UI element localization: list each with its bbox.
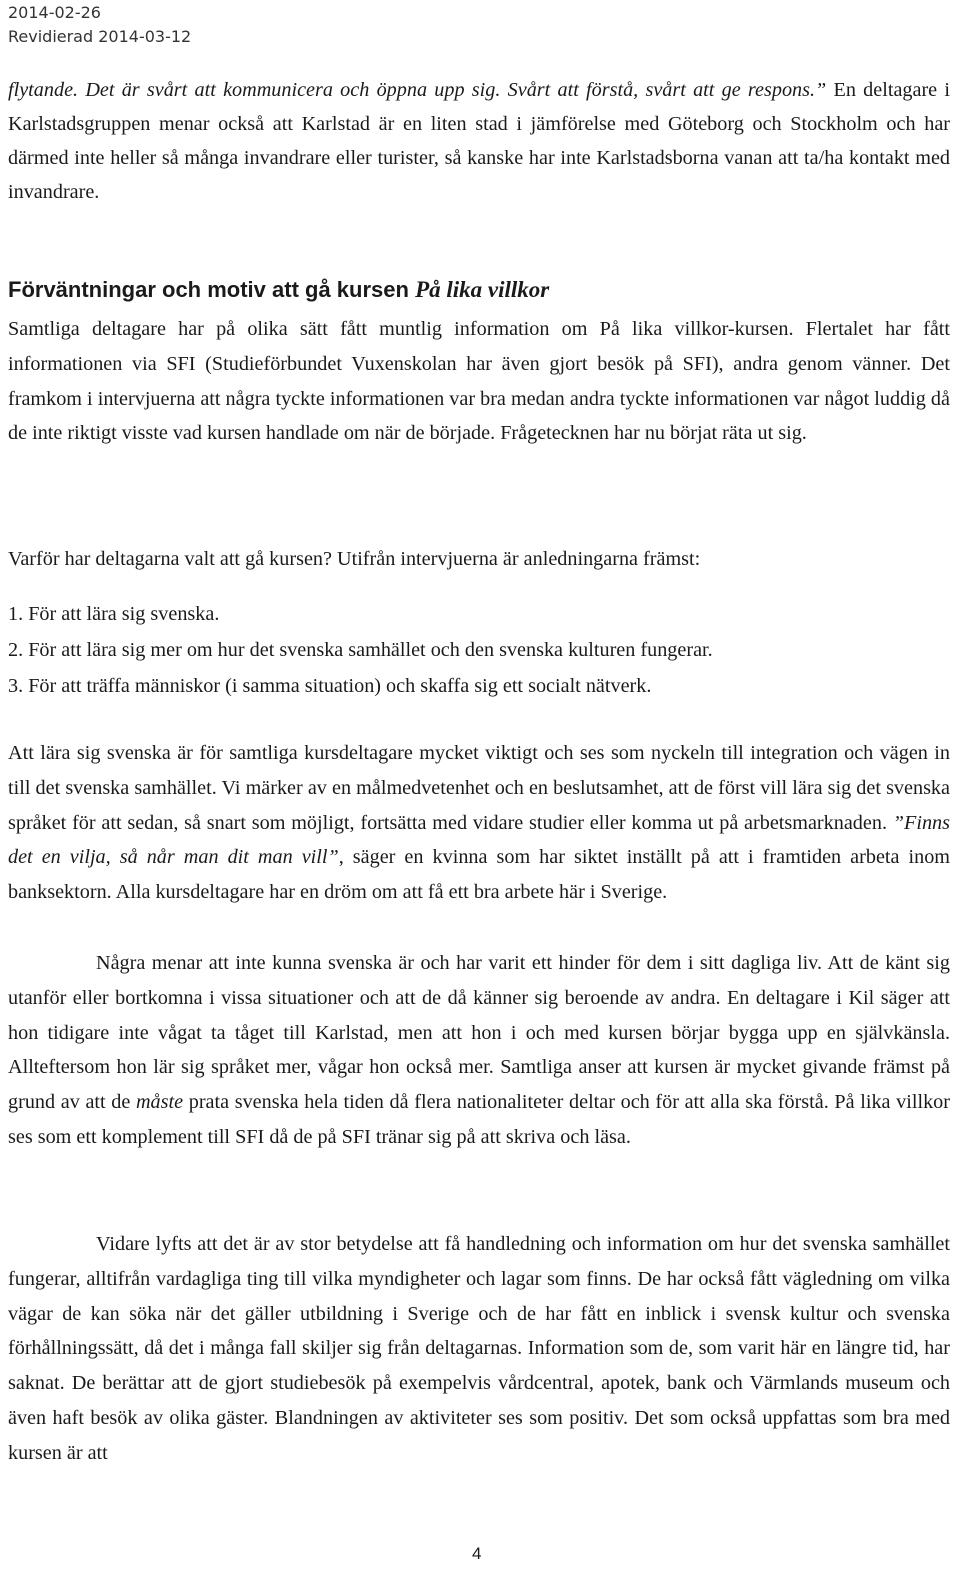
language-text-b: , säger en kvinna som har siktet inställt på att i framtiden arbeta inom banksektorn. Alla kursdeltagare har en dröm om att få ett bra arbete här i Sverige. xyxy=(8,846,950,904)
obstacle-text-a: Några menar att inte kunna svenska är och har varit ett hinder för dem i sitt dagliga liv. Att de känt sig utanför eller bortkomna i vissa situationer och att de då känner sig beroende av andra. En deltagare i Kil säger att hon tidigare inte vågat ta tåget till Karlstad, men att hon i och med kursen börjar bygga upp en självkänsla. Allteftersom hon lär sig språket mer, vågar hon också mer. Samtliga anser att kursen är mycket givande främst på grund av att de xyxy=(8,952,950,1114)
page-number: 4 xyxy=(472,1544,482,1563)
guidance-paragraph: Vidare lyfts att det är av stor betydelse att få handledning och information om hur det svenska samhället fungerar, alltifrån vardagliga ting till vilka myndigheter och lagar som finns. De har också fått vägledning om vilka vägar de kan söka när det gäller utbildning i Sverige och de har fått en inblick i svensk kultur och svenska förhållningssätt, då det i många fall skiljer sig från deltagarnas. Information som de, som varit här en längre tid, har saknat. De berättar att de gjort studiebesök på exempelvis vårdcentral, apotek, bank och Värmlands museum och även haft besök av olika gäster. Blandningen av aktiviteter ses som positiv. Det som också uppfattas som bra med kursen är att xyxy=(8,1233,950,1464)
obstacle-paragraph xyxy=(8,946,950,1155)
revision-date: Revidierad 2014-03-12 xyxy=(8,27,192,46)
obstacle-emphasis: måste xyxy=(135,1091,184,1114)
section-heading-text: Förväntningar och motiv att gå kursen xyxy=(8,277,416,302)
list-item: 2. För att lära sig mer om hur det svenska samhället och den svenska kulturen fungerar. xyxy=(8,639,713,661)
intro-quote: flytande. Det är svårt att kommunicera och öppna upp sig. Svårt att förstå, svårt att ge respons.” xyxy=(8,79,827,101)
language-paragraph xyxy=(8,736,950,910)
list-item: 1. För att lära sig svenska. xyxy=(8,603,220,625)
question-paragraph: Varför har deltagarna valt att gå kursen? Utifrån intervjuerna är anledningarna främst: xyxy=(8,548,701,570)
intro-paragraph xyxy=(8,73,950,209)
language-text-a: Att lära sig svenska är för samtliga kursdeltagare mycket viktigt och ses som nyckeln till integration och vägen in till det svenska samhället. Vi märker av en målmedvetenhet och en beslutsamhet, att de först vill lära sig det svenska språket för att sedan, så snart som möjligt, fortsätta med vidare studier eller komma ut på arbetsmarknaden. xyxy=(8,742,950,834)
list-item: 3. För att träffa människor (i samma situation) och skaffa sig ett socialt nätverk. xyxy=(8,675,652,697)
info-paragraph: Samtliga deltagare har på olika sätt fått muntlig information om På lika villkor-kursen. Flertalet har fått informationen via SFI (Studieförbundet Vuxenskolan har även gjort besök på SFI), andra genom vänner. Det framkom i intervjuerna att några tyckte informationen var bra medan andra tyckte informationen var något luddig då de inte riktigt visste vad kursen handlade om när de började. Frågetecknen har nu börjat räta ut sig. xyxy=(8,318,950,445)
section-heading xyxy=(8,273,549,307)
intro-text: En deltagare i Karlstadsgruppen menar också att Karlstad är en liten stad i jämförelse med Göteborg och Stockholm och har därmed inte heller så många invandrare eller turister, så kanske har inte Karlstadsborna vanan att ta/ha kontakt med invandrare. xyxy=(8,79,950,203)
reasons-list xyxy=(8,596,713,704)
document-date: 2014-02-26 xyxy=(8,3,101,22)
section-heading-course-title: På lika villkor xyxy=(415,277,550,302)
language-quote: ”Finns det en vilja, så når man dit man vill” xyxy=(8,811,950,869)
obstacle-text-b: prata svenska hela tiden då flera nationaliteter deltar och för att alla ska förstå. På lika villkor ses som ett komplement till SFI då de på SFI tränar sig på att skriva och läsa. xyxy=(8,1091,950,1148)
